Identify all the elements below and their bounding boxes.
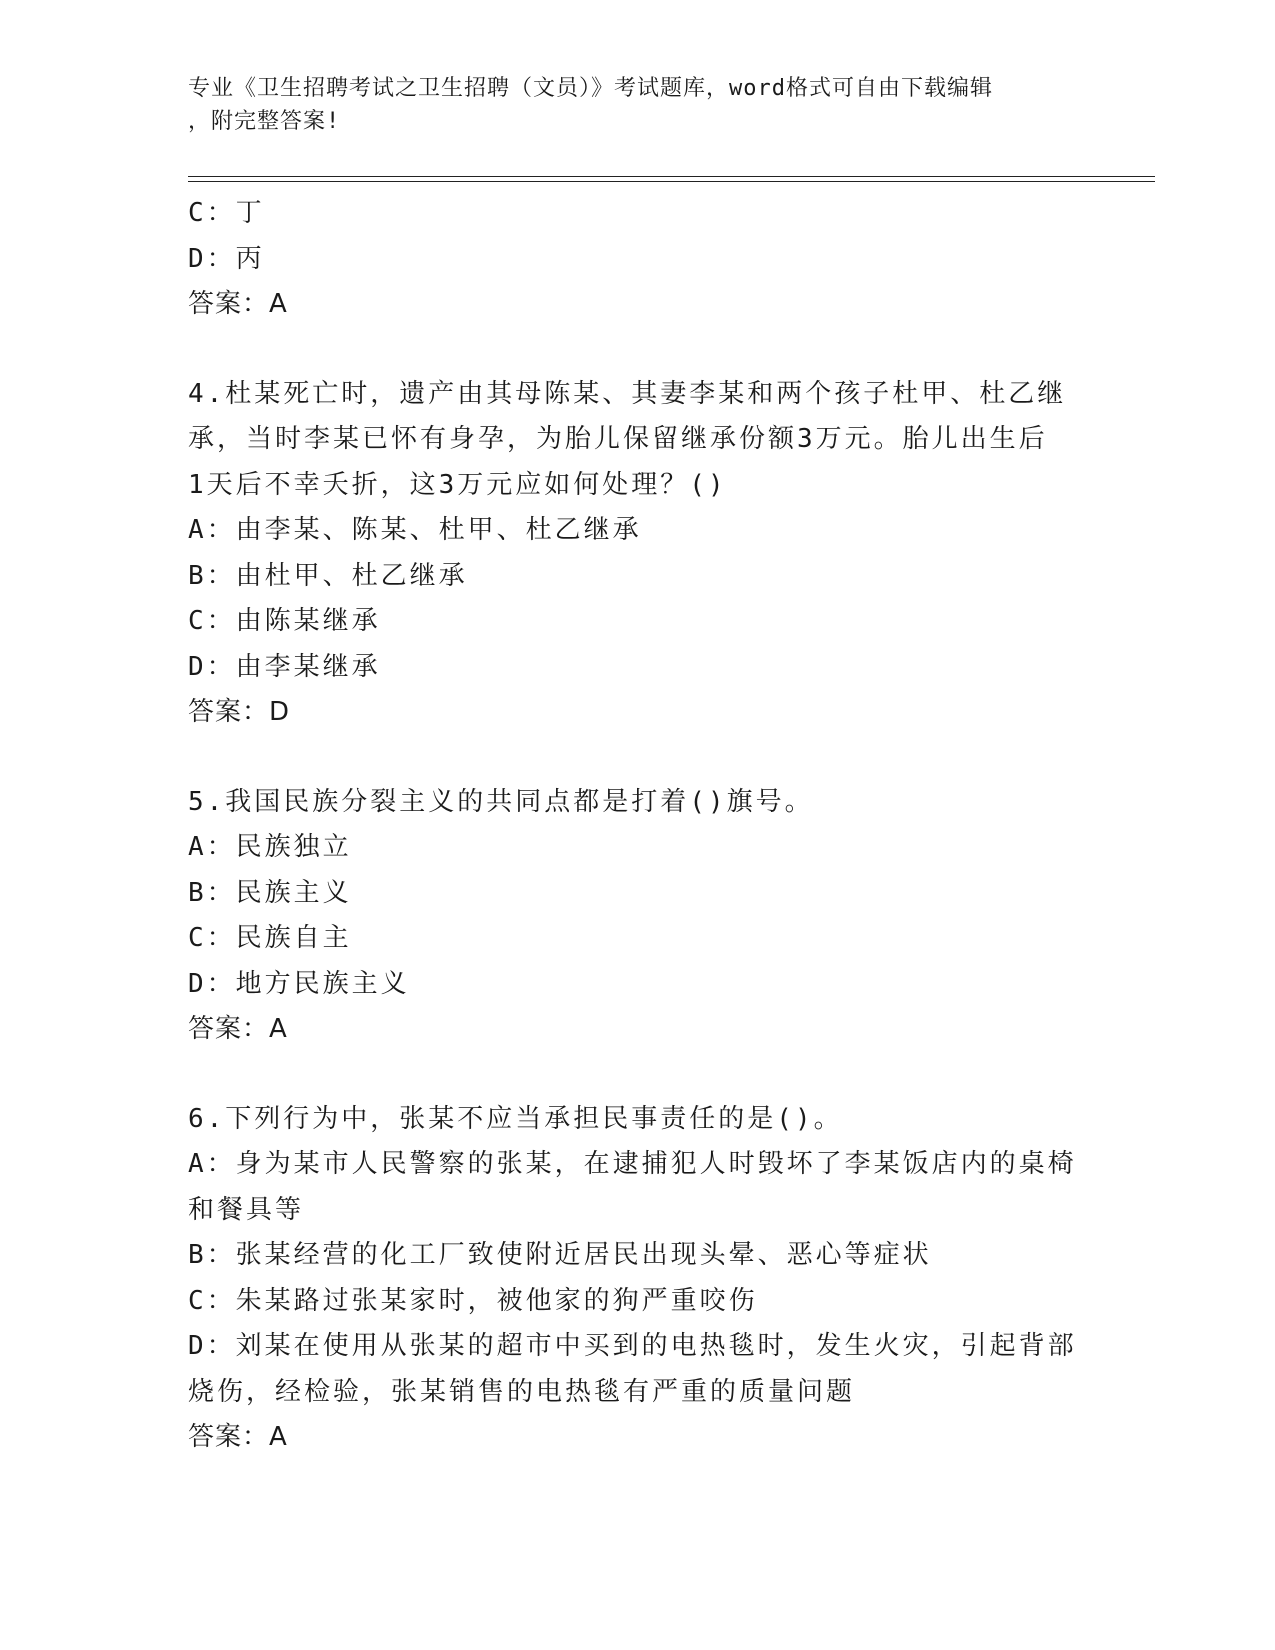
option-d: D：由李某继承 — [188, 651, 381, 682]
header-divider-bottom — [188, 181, 1155, 182]
option-d: D：丙 — [188, 243, 265, 274]
option-a-continued: 和餐具等 — [188, 1194, 305, 1225]
header-line-2: ，附完整答案! — [188, 109, 341, 134]
question-6 — [188, 1097, 1088, 1461]
answer-line: 答案：A — [188, 1014, 288, 1044]
answer-line: 答案：A — [188, 1422, 288, 1452]
option-c: C：朱某路过张某家时，被他家的狗严重咬伤 — [188, 1285, 758, 1316]
header-divider-top — [188, 176, 1155, 177]
option-a: A：民族独立 — [188, 832, 352, 862]
option-c: C：由陈某继承 — [188, 606, 381, 636]
question-stem: 5.我国民族分裂主义的共同点都是打着()旗号。 — [188, 786, 814, 817]
answer-line: 答案：D — [188, 697, 291, 727]
option-d: D：刘某在使用从张某的超市中买到的电热毯时，发生火灾，引起背部 — [188, 1331, 1077, 1361]
option-d-continued: 烧伤，经检验，张某销售的电热毯有严重的质量问题 — [188, 1376, 856, 1407]
question-stem: 承，当时李某已怀有身孕，为胎儿保留继承份额3万元。胎儿出生后 — [188, 424, 1048, 454]
question-stem: 4.杜某死亡时，遗产由其母陈某、其妻李某和两个孩子杜甲、杜乙继 — [188, 378, 1067, 409]
option-b: B：张某经营的化工厂致使附近居民出现头晕、恶心等症状 — [188, 1240, 932, 1270]
question-4 — [188, 372, 1088, 736]
option-a: A：身为某市人民警察的张某，在逮捕犯人时毁坏了李某饭店内的桌椅 — [188, 1149, 1077, 1179]
option-b: B：民族主义 — [188, 877, 352, 908]
option-b: B：由杜甲、杜乙继承 — [188, 560, 468, 591]
question-stem: 1天后不幸夭折，这3万元应如何处理？() — [188, 469, 727, 500]
header-line-1: 专业《卫生招聘考试之卫生招聘（文员）》考试题库，word格式可自由下载编辑 — [188, 76, 993, 101]
question-5 — [188, 780, 1088, 1053]
question-stem: 6.下列行为中，张某不应当承担民事责任的是()。 — [188, 1103, 843, 1134]
document-header — [188, 72, 1088, 138]
option-c: C：民族自主 — [188, 923, 352, 953]
answer-line: 答案：A — [188, 289, 288, 319]
option-d: D：地方民族主义 — [188, 968, 410, 999]
option-a: A：由李某、陈某、杜甲、杜乙继承 — [188, 515, 642, 545]
previous-question-tail — [188, 191, 1088, 328]
question-list — [188, 191, 1088, 1461]
option-c: C：丁 — [188, 198, 265, 228]
